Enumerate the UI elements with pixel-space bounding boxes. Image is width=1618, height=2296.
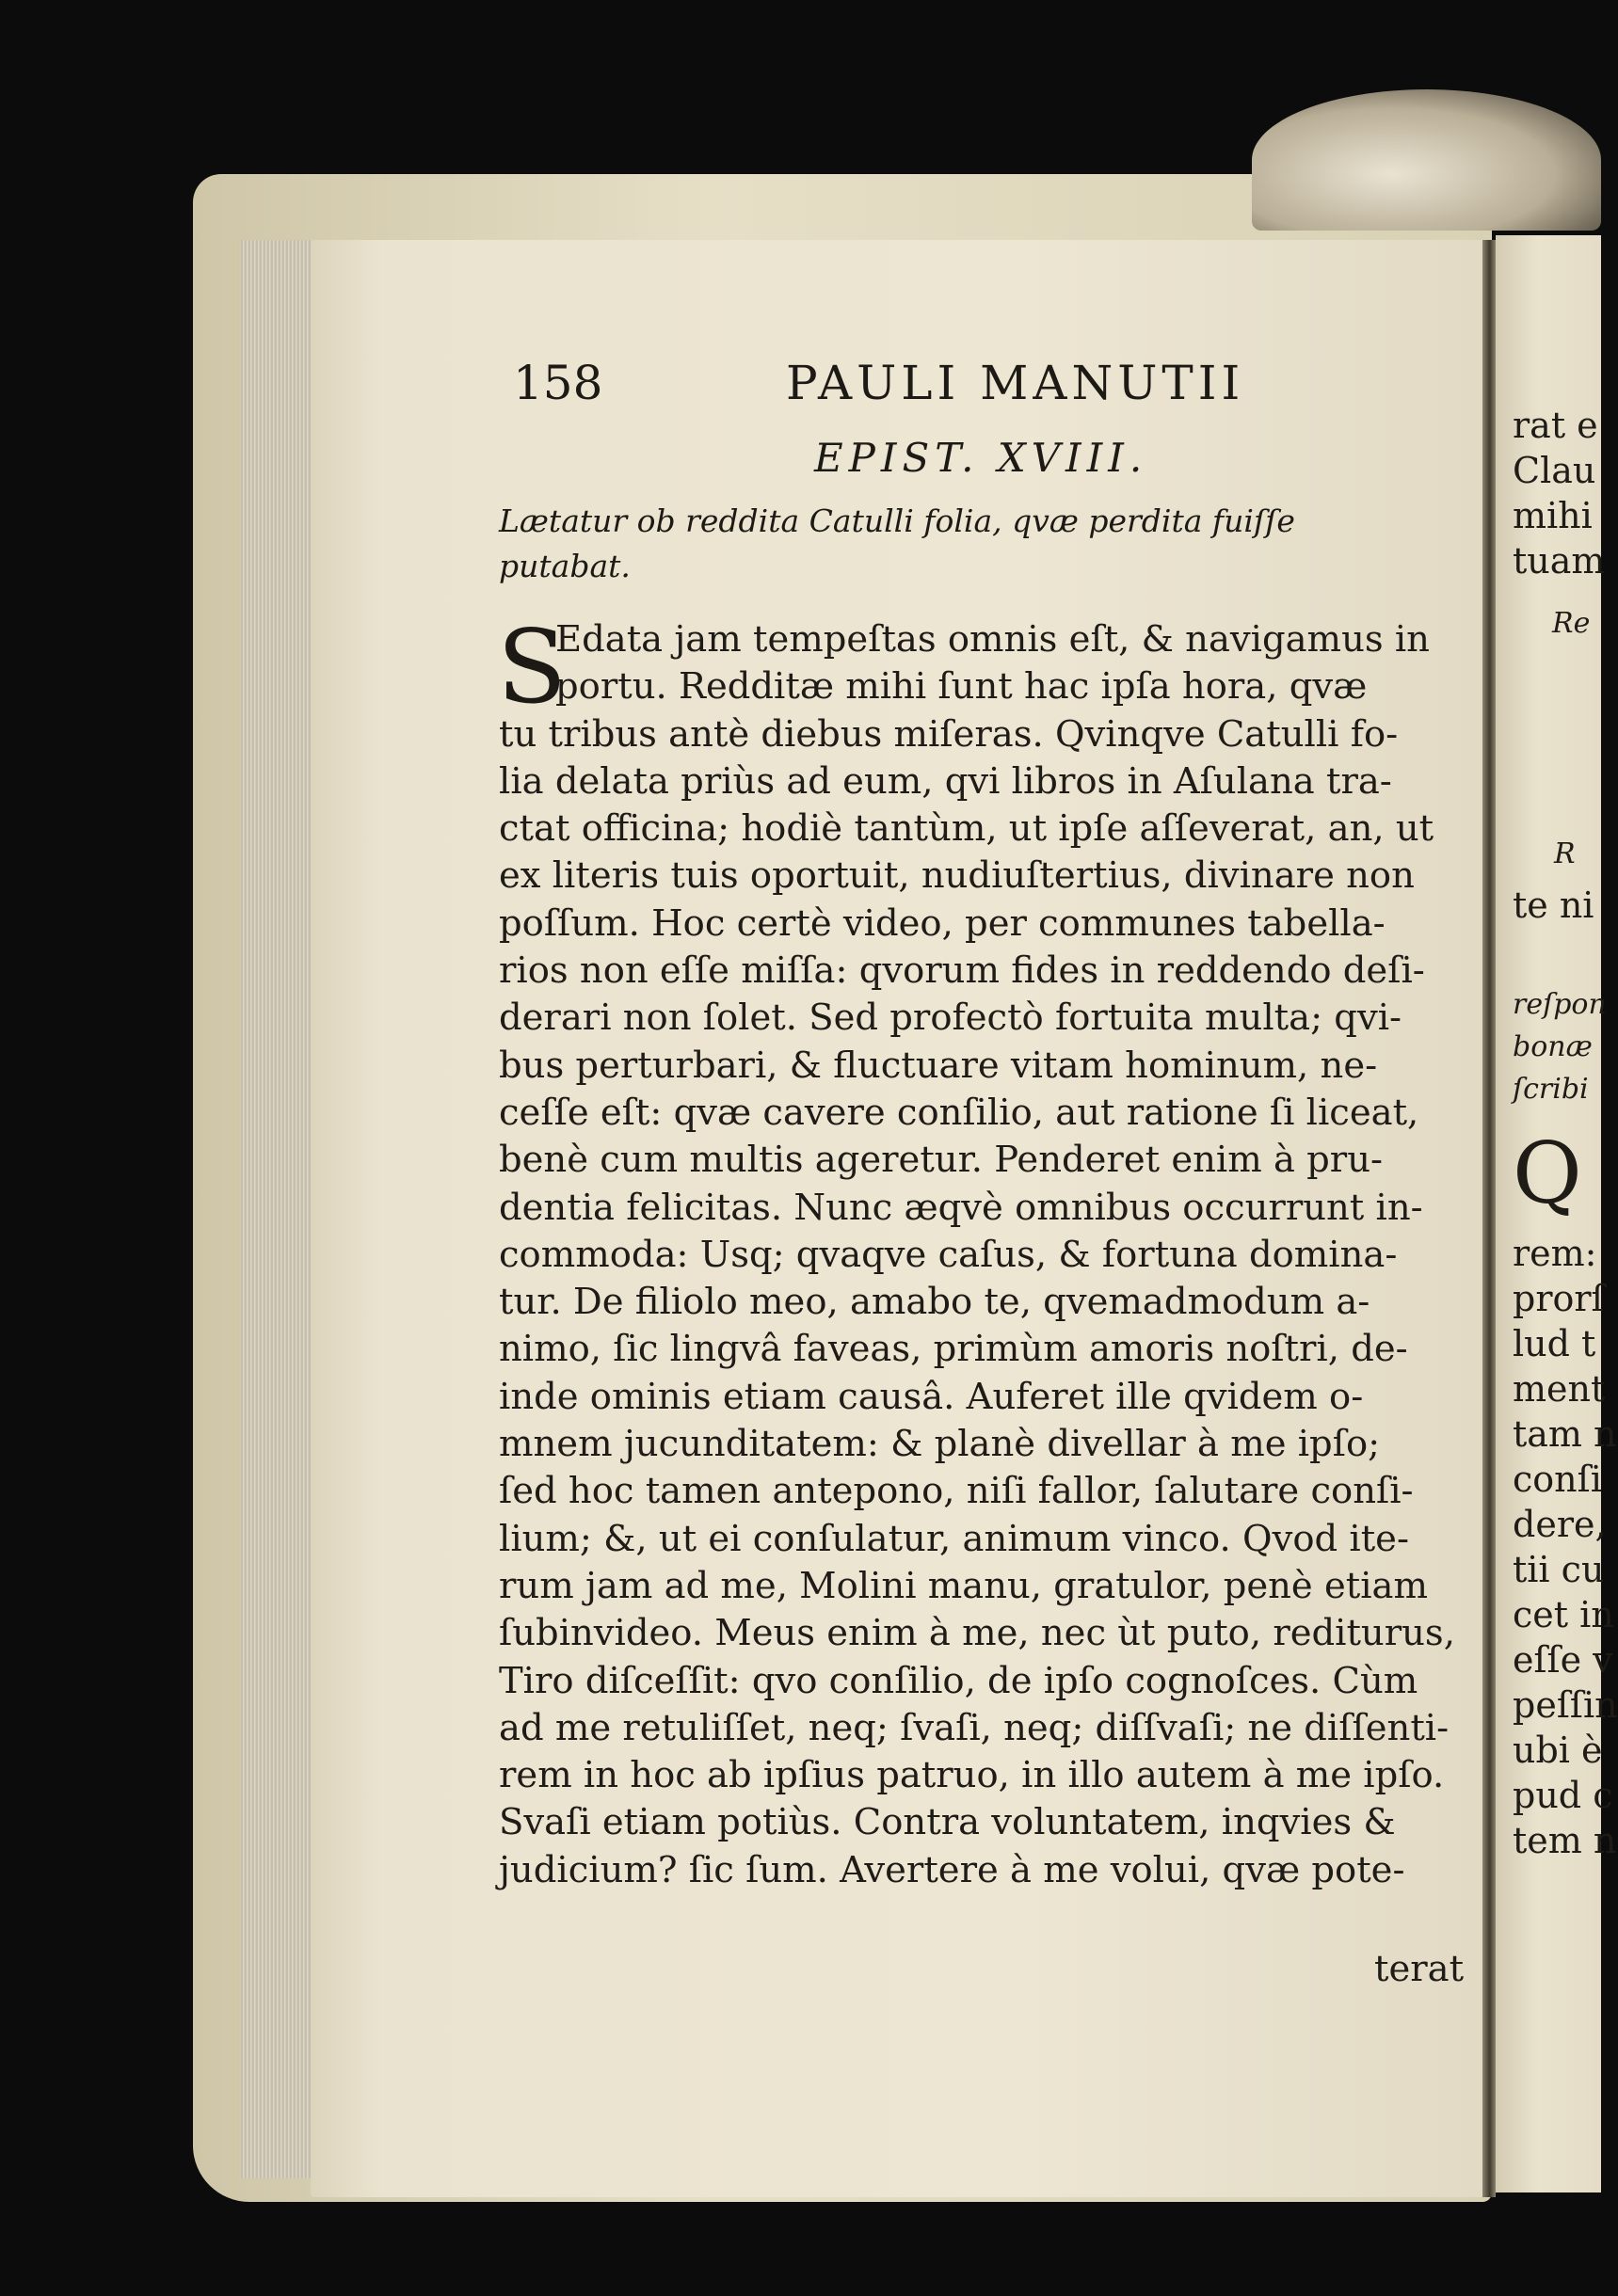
body-line: benè cum multis ageretur. Penderet enim à pru- — [499, 1139, 1384, 1182]
letter-body — [497, 609, 1478, 1894]
body-line: tur. De filiolo meo, amabo te, qvemadmodum a- — [499, 1281, 1370, 1324]
body-line: judicium? ſic ſum. Avertere à me volui, qvæ pote- — [499, 1848, 1405, 1891]
facing-line: rat e — [1513, 405, 1598, 446]
body-line: ex literis tuis oportuit, nudiuſtertius, divinare non — [499, 854, 1415, 898]
facing-line: tuam — [1513, 540, 1606, 582]
body-line: poſſum. Hoc certè video, per communes tabella- — [499, 901, 1386, 945]
facing-line: cet in — [1513, 1594, 1614, 1635]
page-edges — [240, 240, 315, 2178]
facing-line: Re — [1552, 607, 1591, 640]
facing-line: lud t — [1513, 1323, 1596, 1364]
body-line: lium; &, ut ei conſulatur, animum vinco. Qvod ite- — [499, 1517, 1409, 1560]
page-number: 158 — [513, 356, 603, 410]
body-line: Edata jam tempeſtas omnis eſt, & navigamus in — [555, 618, 1430, 661]
book-headband — [1252, 89, 1601, 231]
facing-line: pud c — [1513, 1775, 1613, 1816]
epistle-summary — [499, 499, 1478, 589]
body-line: nimo, ſic lingvâ faveas, primùm amoris noſtri, de- — [499, 1328, 1408, 1371]
book-gutter — [1482, 240, 1496, 2197]
facing-line: peſſin — [1513, 1684, 1618, 1726]
facing-line: prorſ — [1513, 1278, 1605, 1319]
facing-line: tii cu — [1513, 1549, 1605, 1590]
drop-capital: S — [497, 609, 567, 726]
facing-line: ſcribi — [1513, 1073, 1589, 1106]
facing-line: bonæ — [1513, 1030, 1593, 1063]
facing-line: mihi — [1513, 495, 1593, 536]
facing-line: Clau — [1513, 450, 1596, 491]
body-line: derari non ſolet. Sed profectò fortuita multa; qvi- — [499, 997, 1402, 1040]
facing-line: Q — [1513, 1124, 1582, 1223]
facing-line: tem n — [1513, 1820, 1617, 1861]
epistle-heading: EPIST. XVIII. — [814, 435, 1148, 481]
summary-line: putabat. — [499, 548, 631, 584]
body-line: inde ominis etiam causâ. Auferet ille qvidem o- — [499, 1375, 1364, 1418]
body-line: ad me retuliſſet, neq; ſvaſi, neq; diſſvaſi; ne diſſenti- — [499, 1706, 1450, 1749]
facing-line: R — [1554, 837, 1576, 870]
body-line: portu. Redditæ mihi ſunt hac ipſa hora, qvæ — [555, 665, 1368, 709]
body-line: rum jam ad me, Molini manu, gratulor, penè etiam — [499, 1564, 1428, 1607]
body-line: Svaſi etiam potiùs. Contra voluntatem, inqvies & — [499, 1801, 1396, 1844]
facing-page-fragment — [1496, 235, 1618, 2192]
facing-line: reſpon — [1513, 988, 1607, 1021]
running-title: PAULI MANUTII — [786, 356, 1245, 410]
body-line: ctat officina; hodiè tantùm, ut ipſe aſſeverat, an, ut — [499, 807, 1434, 851]
body-line: commoda: Usq; qvaqve caſus, & fortuna domina- — [499, 1233, 1398, 1276]
summary-line: Lætatur ob reddita Catulli folia, qvæ perdita fuiſſe — [499, 502, 1295, 539]
body-line: rem in hoc ab ipſius patruo, in illo autem à me ipſo. — [499, 1754, 1445, 1797]
facing-line: te ni — [1513, 885, 1594, 926]
facing-line: conſi — [1513, 1459, 1602, 1500]
body-line: tu tribus antè diebus miſeras. Qvinqve Catulli fo- — [499, 712, 1399, 756]
facing-line: tam n — [1513, 1413, 1617, 1455]
body-line: Tiro diſceſſit: qvo conſilio, de ipſo cognoſces. Cùm — [499, 1659, 1418, 1702]
body-line: lia delata priùs ad eum, qvi libros in Aſulana tra- — [499, 759, 1392, 803]
body-line: bus perturbari, & fluctuare vitam hominum, ne- — [499, 1044, 1378, 1087]
catchword: terat — [1374, 1948, 1465, 1990]
facing-line: ment — [1513, 1368, 1606, 1410]
facing-line: rem: — [1513, 1233, 1597, 1274]
body-line: ceſſe eſt: qvæ cavere conſilio, aut ratione ſi liceat, — [499, 1091, 1419, 1134]
facing-line: ubi è — [1513, 1730, 1603, 1771]
body-line: mnem jucunditatem: & planè divellar à me ipſo; — [499, 1423, 1381, 1466]
facing-line: dere, — [1513, 1504, 1607, 1545]
body-line: ſed hoc tamen antepono, niſi fallor, ſalutare conſi- — [499, 1470, 1414, 1513]
body-line: ſubinvideo. Meus enim à me, nec ùt puto, rediturus, — [499, 1612, 1455, 1655]
body-line: rios non eſſe miſſa: qvorum fides in reddendo deſi- — [499, 949, 1425, 993]
facing-line: eſſe v — [1513, 1639, 1613, 1681]
body-line: dentia felicitas. Nunc æqvè omnibus occurrunt in- — [499, 1186, 1423, 1229]
